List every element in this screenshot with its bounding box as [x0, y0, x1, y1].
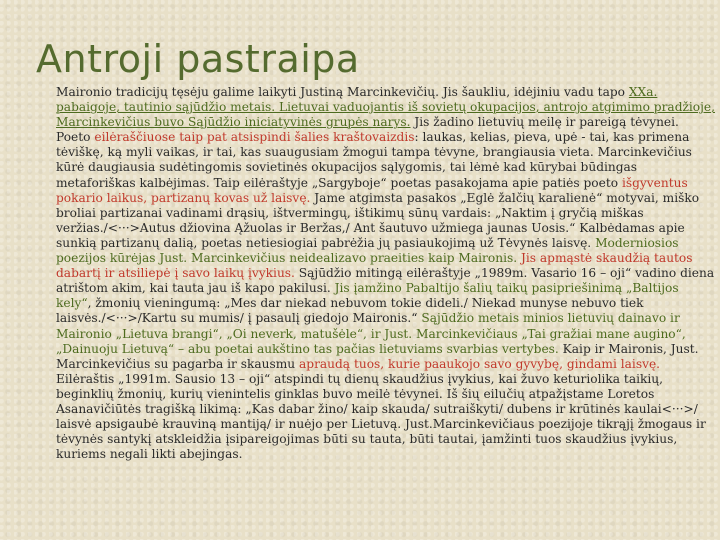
highlight-green-run: Jis įamžino Pabaltijo šalių taikų pasipriešinimą „Baltijos kely“ — [56, 281, 679, 311]
text-run: Sąjūdžio mitingą eilėraštyje „1989m. Vasario 16 – oji“ vadino diena atrištom akim, kai tauta jau iš kapo pakilusi. — [56, 266, 715, 296]
highlight-green-run: Sąjūdžio metais minios lietuvių dainavo ir Maironio „Lietuva brangi“, „Oi neverk, matušėle“, ir Just. Marcinkevičiaus „Tai gražiai mane augino“, „Dainuoju Lietuvą“ – abu poetai aukštino tas pačias lietuviams svarbias vertybes. — [56, 311, 686, 356]
text-run: : laukas, kelias, pieva, upė - tai, kas primena tėviškę, ką myli vaikas, ir tai, kas suaugusiam žmogui tampa tėvyne, brangiausia vieta. Marcinkevičius kūrė daugiausia sudėtingomis sovietinės okupacijos sąlygomis, tai lėmė kad kūrybai būdingas metaforiškas kalbėjimas. Taip eilėraštyje „Sargyboje“ poetas pasakojama apie patiės poeto — [56, 130, 692, 190]
text-run: , žmonių vieningumą: „Mes dar niekad nebuvom tokie dideli./ Niekad munyse nebuvo tiek laisvės./<···>/Kartu su mumis/ į pasaulį giedojo Maironis.“ — [56, 296, 644, 326]
highlight-red-run: išgyventus pokario laikus, partizanų kovas už laisvę. — [56, 175, 688, 205]
text-run: Jis žadino lietuvių meilę ir pareigą tėvynei. Poeto — [56, 115, 679, 145]
slide-title: Antroji pastraipa — [36, 37, 360, 81]
highlight-green-run: Moderniosios poezijos kūrėjas Just. Marcinkevičius neidealizavo praeities kaip Maironis. — [56, 235, 679, 266]
highlight-red-run: eilėraščiuose taip pat atsispindi šalies kraštovaizdis — [94, 130, 415, 145]
text-run: Maironio tradicijų tęsėju galime laikyti Justiną Marcinkevičių. Jis šaukliu, idėjiniu vadu tapo — [56, 85, 629, 99]
paragraph-text — [56, 85, 716, 462]
highlight-green-run: XXa. pabaigoje, tautinio sąjūdžio metais. Lietuvai vaduojantis iš sovietų okupacijos, antrojo atgimimo pradžioje, Marcinkevičius buvo Sąjūdžio iniciatyvinės grupės narys. — [56, 85, 716, 130]
highlight-red-run: apraudą tuos, kurie paaukojo savo gyvybę, gindami laisvę. — [299, 356, 661, 371]
body-paragraph — [56, 85, 716, 462]
highlight-red-run: Jis apmąstė skaudžią tautos dabartį ir atsiliepė į savo laikų įvykius. — [56, 251, 693, 281]
text-run: Eilėraštis „1991m. Sausio 13 – oji“ atspindi tų dienų skaudžius įvykius, kai žuvo keturiolika taikių, beginklių žmonių, kurių vienintelis ginklas buvo meilė tėvynei. Iš šių eilučių atpažįstame Loretos Asanavičiūtės tragišką likimą: „Kas dabar žino/ kaip skauda/ sutraiškyti/ dubens ir krūtinės kaulai<···>/ laisvė apsigaubė krauviną mantiją/ ir nuėjo per Lietuvą. Just.Marcinkevičiaus poezijoje tikrąjį žmogaus ir tėvynės santykį atskleidžia įsipareigojimas būti su tauta, būti tautai, įamžinti tuos skaudžius įvykius, kuriems negali likti abejingas. — [56, 371, 706, 462]
text-run: Jame atgimsta pasakos „Eglė žalčių karalienė“ motyvai, miško broliai partizanai vadinami drąsių, ištvermingų, ištikimų sūnų vardais: „Naktim į gryčią miškas veržias./<···>Autus džiovina Ąžuolas ir Beržas,/ Ant šautuvo užmiega jaunas Uosis.“ Kalbėdamas apie sunkią partizanų dalią, poetas netiesiogiai pabrėžia jų pasiaukojimą už Tėvynės laisvę. — [56, 190, 700, 250]
text-run: Kaip ir Maironis, Just. Marcinkevičius su pagarba ir skausmu — [56, 341, 699, 371]
